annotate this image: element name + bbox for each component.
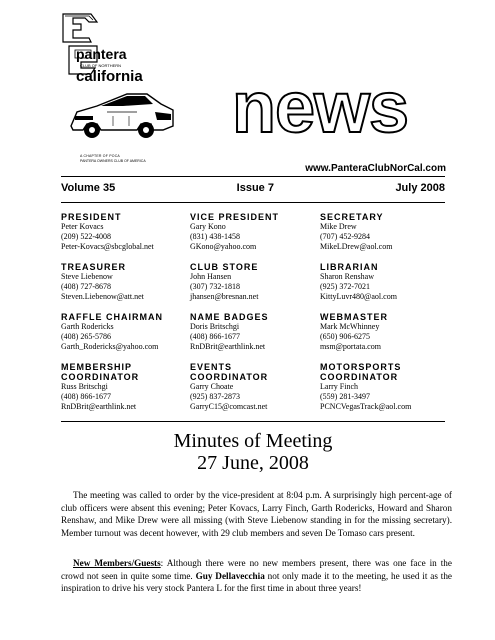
officer-role: RAFFLE CHAIRMAN bbox=[61, 312, 163, 322]
officer-librarian bbox=[320, 262, 445, 312]
officer-president bbox=[61, 212, 173, 262]
officer-email[interactable]: KittyLuvr480@aol.com bbox=[320, 292, 397, 301]
header-rule-top bbox=[61, 176, 445, 177]
officer-name: Mark McWhinney bbox=[320, 322, 380, 331]
officer-role-line2: COORDINATOR bbox=[320, 372, 399, 382]
officer-email[interactable]: GKono@yahoo.com bbox=[190, 242, 257, 251]
officer-name: Mike Drew bbox=[320, 222, 357, 231]
officer-club-store bbox=[190, 262, 303, 312]
logo-chapter-line: A CHAPTER OF POCA bbox=[80, 154, 120, 158]
officer-name: Garry Choate bbox=[190, 382, 234, 391]
officer-email[interactable]: Garth_Rodericks@yahoo.com bbox=[61, 342, 159, 351]
officer-role: NAME BADGES bbox=[190, 312, 269, 322]
minutes-heading bbox=[61, 430, 445, 474]
officer-name: Peter Kovacs bbox=[61, 222, 104, 231]
officer-phone: (408) 265-5786 bbox=[61, 332, 111, 341]
minutes-title: Minutes of Meeting bbox=[173, 430, 333, 452]
minutes-paragraph-2 bbox=[61, 557, 452, 595]
officer-name: John Hansen bbox=[190, 272, 232, 281]
officer-name: Steve Liebenow bbox=[61, 272, 113, 281]
officer-name: Russ Britschgi bbox=[61, 382, 108, 391]
officer-name-badges bbox=[190, 312, 303, 362]
officer-email[interactable]: Peter-Kovacs@sbcglobal.net bbox=[61, 242, 154, 251]
paragraph-2-text-a: : Although there were no new members present, there was one face in the crowd not seen in quite some time. bbox=[61, 558, 452, 581]
officer-secretary bbox=[320, 212, 445, 262]
officer-email[interactable]: MikeLDrew@aol.com bbox=[320, 242, 393, 251]
officer-email[interactable]: GarryC15@comcast.net bbox=[190, 402, 268, 411]
new-members-heading: New Members/Guests bbox=[73, 558, 161, 568]
officer-email[interactable]: Steven.Liebenow@att.net bbox=[61, 292, 144, 301]
officer-email[interactable]: jhansen@bresnan.net bbox=[190, 292, 259, 301]
officer-raffle-chairman bbox=[61, 312, 173, 362]
guest-name: Guy Dellavecchia bbox=[195, 570, 265, 581]
officer-email[interactable]: RnDBrit@earthlink.net bbox=[190, 342, 266, 351]
officer-name: Gary Kono bbox=[190, 222, 226, 231]
issue-info bbox=[61, 182, 445, 194]
officer-events-coordinator bbox=[190, 362, 303, 422]
officer-role: MEMBERSHIP bbox=[61, 362, 133, 372]
officer-role: MOTORSPORTS bbox=[320, 362, 402, 372]
website-link[interactable]: www.PanteraClubNorCal.com bbox=[305, 163, 446, 174]
officer-treasurer bbox=[61, 262, 173, 312]
issue-date: July 2008 bbox=[395, 182, 445, 194]
header-rule-bottom bbox=[61, 202, 445, 203]
officer-phone: (408) 727-8678 bbox=[61, 282, 111, 291]
officers-directory bbox=[61, 212, 445, 422]
officer-membership-coordinator bbox=[61, 362, 173, 422]
officer-phone: (209) 522-4008 bbox=[61, 232, 111, 241]
officer-webmaster bbox=[320, 312, 445, 362]
officer-phone: (408) 866-1677 bbox=[190, 332, 240, 341]
logo-title-california: california bbox=[76, 68, 143, 85]
officer-phone: (831) 438-1458 bbox=[190, 232, 240, 241]
officer-vice-president bbox=[190, 212, 303, 262]
minutes-date: 27 June, 2008 bbox=[197, 452, 309, 474]
club-logo bbox=[61, 12, 181, 162]
officer-role: CLUB STORE bbox=[190, 262, 259, 272]
officer-email[interactable]: msm@portata.com bbox=[320, 342, 381, 351]
officer-role: WEBMASTER bbox=[320, 312, 388, 322]
officer-phone: (559) 281-3497 bbox=[320, 392, 370, 401]
officer-role: TREASURER bbox=[61, 262, 127, 272]
officer-motorsports-coordinator bbox=[320, 362, 445, 422]
officer-role: LIBRARIAN bbox=[320, 262, 379, 272]
officer-name: Larry Finch bbox=[320, 382, 358, 391]
logo-title-pantera: pantera bbox=[76, 46, 127, 62]
officer-phone: (650) 906-6275 bbox=[320, 332, 370, 341]
officer-role: PRESIDENT bbox=[61, 212, 122, 222]
logo-subtitle: CLUB OF NORTHERN bbox=[80, 63, 122, 68]
officer-name: Garth Rodericks bbox=[61, 322, 114, 331]
officer-role: EVENTS bbox=[190, 362, 233, 372]
officer-name: Sharon Renshaw bbox=[320, 272, 374, 281]
minutes-paragraph-1: The meeting was called to order by the vice-president at 8:04 p.m. A surprisingly high percent-age of club officers were absent this evening; Peter Kovacs, Larry Finch, Garth Rodericks, Howard and Sharon Renshaw, and Mike Drew were all missing (with Steve Liebenow standing in for the missing secretary). Member turnout was decent however, with 29 club members and seven De Tomaso cars present. bbox=[61, 490, 452, 538]
officer-email[interactable]: PCNCVegasTrack@aol.com bbox=[320, 402, 412, 411]
officer-phone: (925) 372-7021 bbox=[320, 282, 370, 291]
volume-label: Volume 35 bbox=[61, 182, 116, 194]
officer-name: Doris Britschgi bbox=[190, 322, 240, 331]
officer-role-line2: COORDINATOR bbox=[190, 372, 269, 382]
newsletter-title: news bbox=[232, 68, 409, 148]
officer-email[interactable]: RnDBrit@earthlink.net bbox=[61, 402, 137, 411]
issue-label: Issue 7 bbox=[236, 182, 274, 194]
logo-chapter-subline: PANTERA OWNERS CLUB OF AMERICA bbox=[80, 159, 146, 163]
paragraph-2-text-b: not only made it to the meeting, he used it as the inspiration to drive his very stock Pantera L for the first time in about three years! bbox=[61, 570, 452, 593]
officer-role: SECRETARY bbox=[320, 212, 384, 222]
officer-phone: (707) 452-9284 bbox=[320, 232, 370, 241]
pantera-logo-graphic bbox=[61, 12, 181, 162]
directory-rule bbox=[61, 421, 445, 422]
officer-role-line2: COORDINATOR bbox=[61, 372, 140, 382]
officer-phone: (408) 866-1677 bbox=[61, 392, 111, 401]
officer-phone: (307) 732-1818 bbox=[190, 282, 240, 291]
officer-phone: (925) 837-2873 bbox=[190, 392, 240, 401]
officer-role: VICE PRESIDENT bbox=[190, 212, 280, 222]
